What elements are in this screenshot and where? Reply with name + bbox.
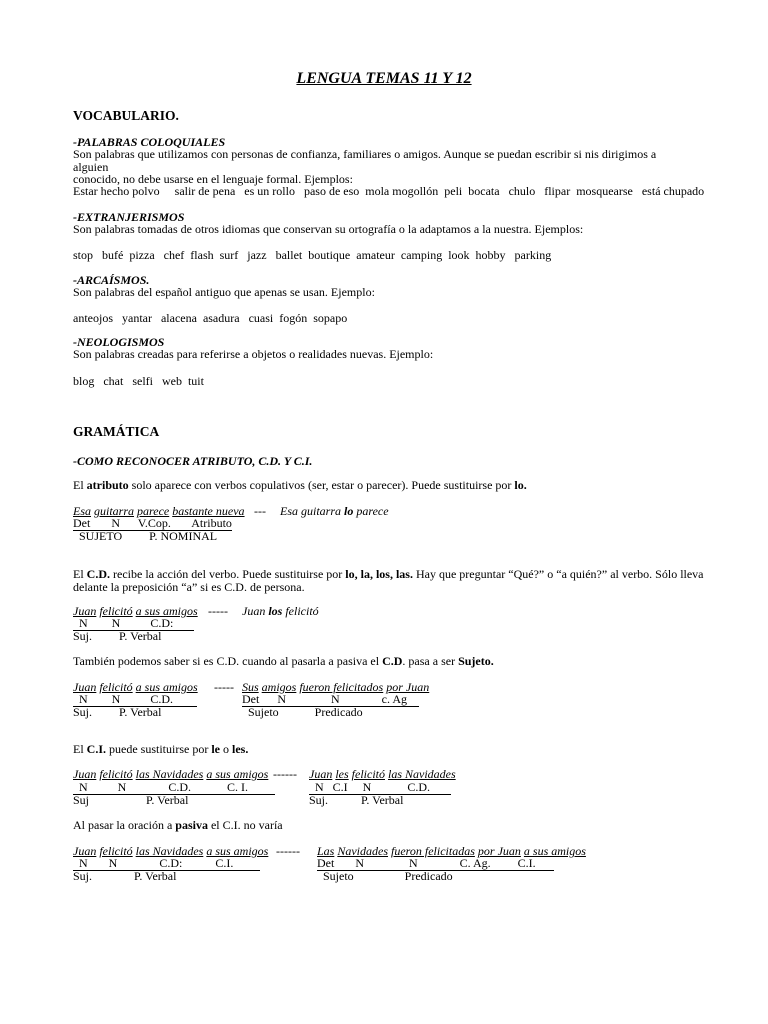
atributo-explanation: El atributo solo aparece con verbos copulativos (ser, estar o parecer). Puede sustituirse por lo. — [73, 478, 527, 492]
cd-pasiva-passive-groups: Sujeto Predicado — [242, 705, 363, 719]
ci-analysis-row: N N C.D. C. I. — [73, 780, 276, 794]
extranjerismos-examples: stop bufé pizza chef flash surf jazz ballet boutique amateur camping look hobby parking — [73, 248, 552, 262]
ci-pasiva-explanation: Al pasar la oración a pasiva el C.I. no varía — [73, 818, 283, 832]
ci-pasiva-passive-analysis: Det N N C. Ag. C.I. — [317, 856, 554, 870]
cd-pasiva-passive-example: Sus amigos fueron felicitados por Juan — [242, 680, 430, 694]
ci-alternative-analysis-groups: Suj. P. Verbal — [309, 793, 404, 807]
coloquiales-description: Son palabras que utilizamos con personas de confianza, familiares o amigos. Aunque se puedan escribir si nis dirigimos a alguien conocido, no debe usarse en el lenguaje formal. Ejemplos: — [73, 147, 657, 187]
neologismos-examples: blog chat selfi web tuit — [73, 374, 204, 388]
page-title: LENGUA TEMAS 11 Y 12 — [296, 70, 472, 87]
ci-pasiva-passive-example: Las Navidades fueron felicitadas por Juan a sus amigos — [317, 844, 586, 858]
ci-example: Juan felicitó las Navidades a sus amigos — [73, 767, 269, 781]
arcaismos-examples: anteojos yantar alacena asadura cuasi fogón sopapo — [73, 311, 348, 325]
cd-pasiva-active-groups: Suj. P. Verbal — [73, 705, 162, 719]
cd-pasiva-active-analysis: N N C.D. — [73, 692, 198, 706]
ci-pasiva-active-analysis: N N C.D: C.I. — [73, 856, 261, 870]
cd-alternative: Juan los felicitó — [242, 604, 319, 618]
cd-explanation-line2: delante la preposición “a” si es C.D. de persona. — [73, 580, 305, 594]
neologismos-description: Son palabras creadas para referirse a objetos o realidades nuevas. Ejemplo: — [73, 347, 434, 361]
cd-pasiva-explanation: También podemos saber si es C.D. cuando al pasarla a pasiva el C.D. pasa a ser Sujeto. — [73, 654, 494, 668]
ci-pasiva-dash: ------ — [276, 844, 300, 858]
cd-analysis-row: N N C.D: — [73, 616, 195, 630]
cd-example: Juan felicitó a sus amigos — [73, 604, 198, 618]
cd-pasiva-active-example: Juan felicitó a sus amigos — [73, 680, 198, 694]
vocabulario-heading: VOCABULARIO. — [73, 108, 179, 123]
coloquiales-examples: Estar hecho polvo salir de pena es un rollo paso de eso mola mogollón peli bocata chulo flipar mosquearse está chupado — [73, 184, 705, 198]
cd-pasiva-dash: ----- — [214, 680, 234, 694]
ci-pasiva-active-example: Juan felicitó las Navidades a sus amigos — [73, 844, 269, 858]
cd-pasiva-passive-analysis: Det N N c. Ag — [242, 692, 419, 706]
atributo-analysis-groups: SUJETO P. NOMINAL — [73, 529, 218, 543]
gramatica-subheading: -COMO RECONOCER ATRIBUTO, C.D. Y C.I. — [73, 454, 313, 468]
extranjerismos-description: Son palabras tomadas de otros idiomas que conservan su ortografía o la adaptamos a la nuestra. Ejemplos: — [73, 222, 584, 236]
atributo-example: Esa guitarra parece bastante nueva — [73, 504, 245, 518]
neologismos-label: -NEOLOGISMOS — [73, 335, 165, 349]
ci-explanation: El C.I. puede sustituirse por le o les. — [73, 742, 249, 756]
ci-alternative-analysis-row: N C.I N C.D. — [309, 780, 452, 794]
cd-analysis-groups: Suj. P. Verbal — [73, 629, 162, 643]
cd-explanation-line1: El C.D. recibe la acción del verbo. Puede sustituirse por lo, la, los, las. Hay que preguntar “Qué?” o “a quién?” al verbo. Sólo lleva — [73, 567, 704, 581]
atributo-alternative: Esa guitarra lo parece — [280, 504, 389, 518]
ci-pasiva-active-groups: Suj. P. Verbal — [73, 869, 177, 883]
ci-alternative: Juan les felicitó las Navidades — [309, 767, 456, 781]
extranjerismos-label: -EXTRANJERISMOS — [73, 210, 185, 224]
atributo-dash: --- — [254, 504, 266, 518]
ci-dash: ------ — [273, 767, 297, 781]
coloquiales-label: -PALABRAS COLOQUIALES — [73, 135, 226, 149]
ci-pasiva-passive-groups: Sujeto Predicado — [317, 869, 453, 883]
atributo-analysis-row: Det N V.Cop. Atributo — [73, 516, 232, 530]
arcaismos-description: Son palabras del español antiguo que apenas se usan. Ejemplo: — [73, 285, 375, 299]
arcaismos-label: -ARCAÍSMOS. — [73, 273, 150, 287]
gramatica-heading: GRAMÁTICA — [73, 424, 160, 439]
cd-dash: ----- — [208, 604, 228, 618]
ci-analysis-groups: Suj P. Verbal — [73, 793, 189, 807]
